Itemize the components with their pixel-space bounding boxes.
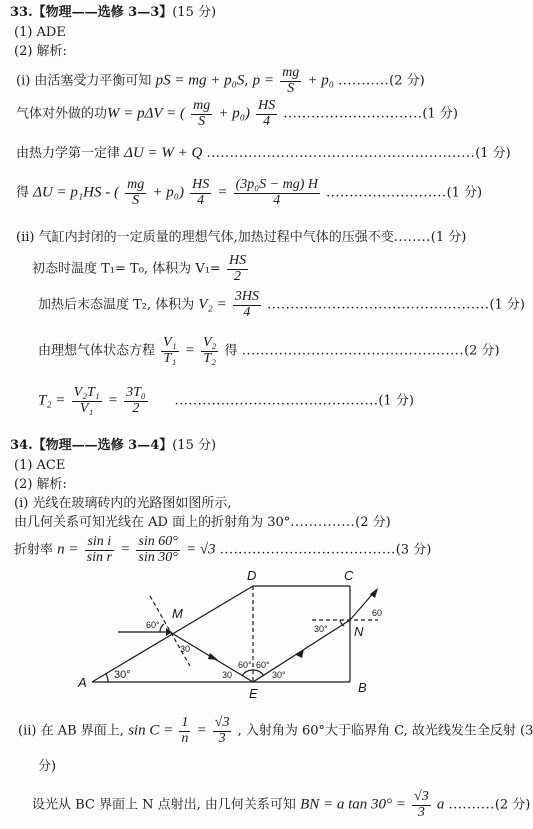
q33-score1: (2 分) [389, 73, 425, 89]
q33-dots4: .......................... [326, 185, 447, 201]
angle-n2: 60 [372, 608, 383, 618]
q33-init-frac: $\frac{HS}{2}$ [228, 253, 247, 284]
q33-get-eq2: = [217, 184, 228, 201]
q33-line-law [16, 145, 511, 162]
q33-work-mid: + p₀) [218, 105, 250, 122]
q34-n-frac1: $\frac{\text{sin i}}{\text{sin r}}$ [86, 534, 112, 565]
q33-eq1b-frac: $\frac{mg}{S}$ [282, 65, 300, 96]
q33-law-text: 由热力学第一定律 [16, 146, 121, 161]
q34-ii-text: (ii) 在 AB 界面上, [18, 723, 124, 739]
q33-dots6: ................................................ [267, 297, 490, 313]
q33-work-frac1: $\frac{mg}{S}$ [193, 98, 211, 129]
label-m: M [172, 606, 183, 621]
arrow-exit [370, 588, 378, 598]
q33-score6: (1 分) [489, 297, 525, 313]
q33-heat-frac: $\frac{3HS}{4}$ [234, 289, 259, 320]
q33-part2: (2) 解析: [14, 44, 67, 59]
q33-ii-text: (ii) 气缸内封闭的一定质量的理想气体,加热过程中气体的压强不变 [16, 230, 394, 245]
q33-ideal-text: 由理想气体状态方程 [38, 343, 156, 359]
label-e: E [249, 686, 258, 701]
label-c: C [344, 568, 354, 583]
arc-a [106, 674, 108, 682]
angle-m1: 60° [146, 620, 160, 630]
label-d: D [247, 568, 257, 583]
q33-score8: (1 分) [378, 393, 414, 409]
q34-score1: (2 分) [355, 515, 391, 530]
q34-score2: (3 分) [395, 542, 432, 558]
label-n: N [354, 624, 364, 639]
angle-m2: 30 [180, 644, 191, 654]
q34-i-text: (i) 光线在玻璃砖内的光路图如图所示, [14, 496, 232, 511]
arc-m [160, 624, 164, 632]
q33-points: (15 分) [172, 5, 217, 20]
arc-e-right [253, 670, 264, 676]
label-b: B [358, 680, 367, 695]
q34-last-eq: BN = a tan 30° = [300, 796, 406, 813]
q33-score7: (2 分) [464, 343, 500, 359]
q33-get-text: 得 [16, 185, 30, 201]
q34-sin-eq2: = [196, 722, 207, 739]
q33-header-line [10, 6, 216, 21]
q33-line-ii [16, 231, 466, 246]
q33-header: 33.【物理——选修 3—3】 [10, 5, 173, 20]
q33-t2-lhs: T₂ = [38, 392, 66, 409]
q33-heat-text: 加热后末态温度 T₂, 体积为 [38, 297, 195, 313]
q33-get-frac2: $\frac{HS}{4}$ [192, 177, 210, 208]
q34-line-angle [14, 516, 391, 531]
angle-e4: 30° [272, 670, 286, 680]
q34-sin-frac1: $\frac{1}{n}$ [181, 715, 189, 746]
q33-ideal-frac1: $\frac{\text{V₁}}{\text{T₁}}$ [163, 335, 177, 366]
q34-n-eq2: = [120, 541, 131, 558]
q33-work-frac2: $\frac{HS}{4}$ [258, 98, 276, 129]
q33-score3: (1 分) [475, 146, 511, 161]
q34-line-last [32, 790, 530, 820]
q34-points: (15 分) [172, 438, 217, 453]
q33-get-frac1: $\frac{mg}{S}$ [127, 177, 145, 208]
q34-last-frac: $\frac{√3}{3}$ [414, 789, 429, 820]
q33-line-work [16, 99, 458, 129]
q33-init-text: 初态时温度 T₁= T₀, 体积为 V₁= [32, 261, 221, 277]
q33-dots2: .............................. [283, 106, 423, 122]
q33-eq1: pS = mg + p₀S [155, 72, 245, 89]
q33-score5: (1 分) [430, 230, 467, 245]
q33-ideal-eq: = [184, 342, 195, 359]
q34-last-text: 设光从 BC 界面上 N 点射出, 由几何关系可知 [32, 797, 296, 813]
q33-score2: (1 分) [422, 106, 458, 122]
q33-line-t2 [38, 386, 414, 416]
q33-dots3: .......................................................... [206, 146, 476, 161]
angle-n1: 30° [314, 624, 328, 634]
q34-line-ii [18, 716, 533, 746]
q33-line-heat [38, 290, 525, 320]
q34-n-result: = √3 [185, 541, 216, 558]
q33-ideal-tail: 得 [224, 343, 238, 359]
q33-heat-eq: V₂ = [198, 296, 227, 313]
q34-last-tail: a [436, 796, 445, 813]
q33-line-i: (i) 由活塞受力平衡可知 pS = mg + p₀S, p = $\frac{mg}{S}$ + p₀ ...........(2 分) [16, 65, 425, 96]
q33-t2-frac2: $\frac{\text{3T₀}}{2}$ [126, 385, 146, 416]
angle-a: 30° [114, 669, 131, 681]
optics-diagram [0, 568, 526, 710]
q34-header: 34.【物理——选修 3—4】 [10, 438, 173, 453]
q34-dots1: .............. [290, 515, 356, 530]
angle-e1: 30 [222, 670, 233, 680]
q34-ii-tail: , 入射角为 60°大于临界角 C, 故光线发生全反射 (3 [237, 723, 533, 739]
angle-e2: 60° [238, 660, 252, 670]
q34-dots3: .......... [448, 797, 495, 813]
q33-i-label: (i) 由活塞受力平衡可知 [16, 73, 152, 89]
q33-get-frac3: $\frac{\text{(3p₀S − mg) H}}{4}$ [235, 177, 318, 208]
q34-line-n [14, 535, 431, 565]
q33-eq1b-lhs: p = [252, 72, 275, 89]
q34-sin-eq: sin C = [128, 722, 174, 739]
q34-n-frac2: $\frac{\sin 60^\circ}{\sin 30^\circ}$ [138, 534, 178, 565]
q33-get-eq: ΔU = p₁HS - ( [33, 184, 119, 201]
q33-dots8: ............................................ [174, 393, 379, 409]
q33-get-mid: + p₀) [152, 184, 184, 201]
angle-e3: 60° [256, 660, 270, 670]
q33-dots7: ................................................ [241, 343, 465, 359]
arrow-me [208, 653, 218, 660]
q34-part1: (1) ACE [14, 458, 66, 473]
q33-line-get [16, 178, 482, 208]
q33-dots1: ........... [338, 73, 390, 89]
q33-work-eq: W = pΔV = ( [107, 105, 185, 122]
q34-ii-cont: 分) [38, 759, 57, 774]
q34-header-line [10, 439, 216, 454]
q33-ideal-frac2: $\frac{\text{V₂}}{\text{T₂}}$ [202, 335, 217, 366]
q33-t2-eq: = [107, 392, 118, 409]
q34-dots2: ...................................... [219, 542, 396, 558]
q34-n-text: 折射率 [14, 542, 54, 558]
label-a: A [78, 675, 87, 690]
q33-law-eq: ΔU = W + Q [124, 145, 203, 161]
q33-line-init [32, 254, 250, 284]
q33-dots5: ........ [393, 230, 431, 245]
q33-eq1b-tail: + p₀ [307, 72, 335, 89]
q34-n-eq: n = [57, 541, 79, 558]
arc-e-left [242, 670, 253, 676]
q33-work-text: 气体对外做的功 [16, 106, 108, 122]
q33-part1: (1) ADE [14, 25, 66, 40]
q34-angle-text: 由几何关系可知光线在 AD 面上的折射角为 30° [14, 515, 291, 530]
q34-part2: (2) 解析: [14, 477, 67, 492]
q34-score3: (2 分) [494, 797, 531, 813]
q33-score4: (1 分) [446, 185, 483, 201]
q34-sin-frac2: $\frac{√3}{3}$ [214, 715, 230, 746]
q33-line-ideal [38, 336, 500, 366]
q33-t2-frac1: $\frac{\text{V₂T₁}}{\text{V₁}}$ [73, 385, 100, 416]
